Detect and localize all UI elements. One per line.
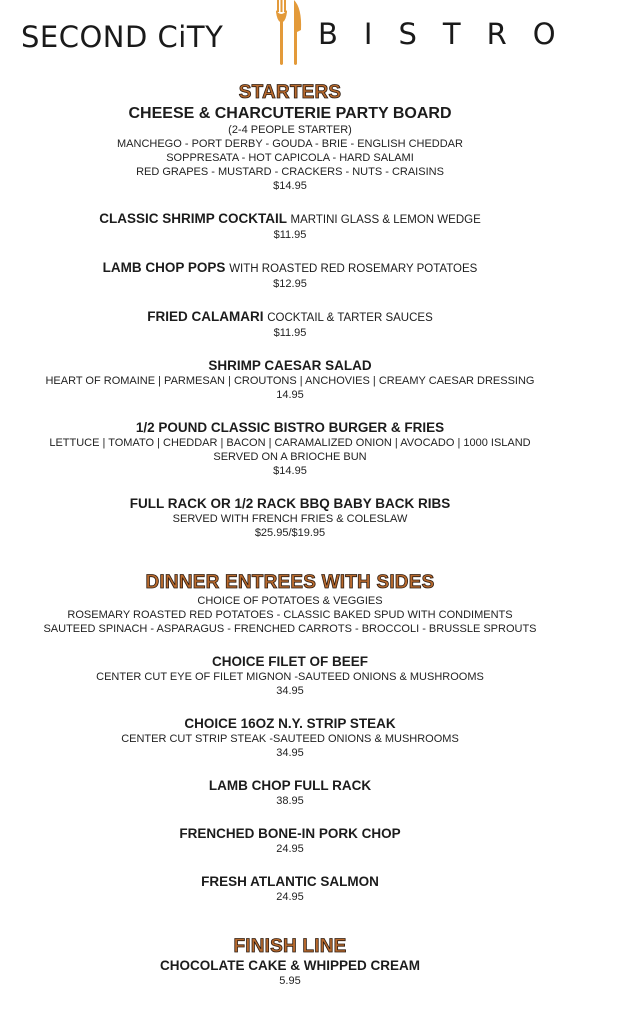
menu-body — [0, 82, 580, 988]
menu-item-charcuterie-board — [0, 104, 580, 193]
menu-item-lamb-chop-pops — [0, 260, 580, 291]
item-name: CHOICE 16OZ N.Y. STRIP STEAK — [184, 716, 396, 731]
item-name: CHOCOLATE CAKE & WHIPPED CREAM — [159, 958, 420, 973]
item-desc: HEART OF ROMAINE | PARMESAN | CROUTONS | ANCHOVIES | CREAMY CAESAR DRESSING — [45, 375, 535, 387]
item-name: LAMB CHOP POPS — [102, 260, 226, 275]
item-price: $12.95 — [273, 278, 307, 290]
item-name: CHOICE FILET OF BEEF — [211, 654, 368, 669]
item-desc: CENTER CUT STRIP STEAK -SAUTEED ONIONS & MUSHROOMS — [121, 733, 459, 745]
menu-item-filet-of-beef — [0, 654, 580, 698]
item-desc: SERVED WITH FRENCH FRIES & COLESLAW — [172, 513, 408, 525]
item-desc: MARTINI GLASS & LEMON WEDGE — [290, 214, 481, 226]
section-title-finish-line: FINISH LINE — [233, 936, 347, 957]
item-desc: COCKTAIL & TARTER SAUCES — [267, 312, 433, 324]
item-name: CLASSIC SHRIMP COCKTAIL — [99, 211, 287, 226]
item-price: 38.95 — [276, 795, 304, 807]
menu-item-shrimp-cocktail — [0, 211, 580, 242]
item-desc: WITH ROASTED RED ROSEMARY POTATOES — [229, 263, 478, 275]
menu-item-lamb-chop-full-rack — [0, 778, 580, 808]
menu-item-bbq-ribs — [0, 496, 580, 540]
item-price: $11.95 — [273, 229, 307, 241]
item-name: LAMB CHOP FULL RACK — [208, 778, 372, 793]
item-price: $14.95 — [273, 180, 307, 192]
sides-note: ROSEMARY ROASTED RED POTATOES - CLASSIC BAKED SPUD WITH CONDIMENTS — [67, 609, 513, 621]
sides-note: SAUTEED SPINACH - ASPARAGUS - FRENCHED CARROTS - BROCCOLI - BRUSSLE SPROUTS — [43, 623, 537, 635]
item-name: 1/2 POUND CLASSIC BISTRO BURGER & FRIES — [135, 420, 445, 435]
menu-item-chocolate-cake — [0, 958, 580, 988]
menu-item-strip-steak — [0, 716, 580, 760]
item-desc: SERVED ON A BRIOCHE BUN — [213, 451, 367, 463]
item-desc: (2-4 PEOPLE STARTER) — [228, 124, 352, 136]
item-desc: CENTER CUT EYE OF FILET MIGNON -SAUTEED ONIONS & MUSHROOMS — [96, 671, 484, 683]
item-name: CHEESE & CHARCUTERIE PARTY BOARD — [128, 105, 452, 122]
item-price: 5.95 — [279, 975, 301, 987]
section-title-starters: STARTERS — [238, 82, 342, 103]
item-price: $14.95 — [273, 465, 307, 477]
item-price: 24.95 — [276, 843, 304, 855]
item-desc: SOPPRESATA - HOT CAPICOLA - HARD SALAMI — [166, 152, 414, 164]
item-name: SHRIMP CAESAR SALAD — [208, 358, 372, 373]
section-title-entrees: DINNER ENTREES WITH SIDES — [145, 572, 435, 593]
brand-name-left: SECOND CiTY — [21, 20, 224, 54]
brand-name-right: BISTRO — [318, 17, 582, 51]
item-name: FRIED CALAMARI — [147, 309, 264, 324]
fork-knife-icon — [274, 0, 304, 66]
item-desc: RED GRAPES - MUSTARD - CRACKERS - NUTS - CRAISINS — [136, 166, 444, 178]
item-price: 34.95 — [276, 685, 304, 697]
sides-note: CHOICE OF POTATOES & VEGGIES — [197, 595, 383, 607]
menu-item-pork-chop — [0, 826, 580, 856]
item-price: $11.95 — [273, 327, 307, 339]
menu-item-atlantic-salmon — [0, 874, 580, 904]
item-price: 14.95 — [276, 389, 304, 401]
item-price: 24.95 — [276, 891, 304, 903]
menu-header — [0, 0, 620, 72]
menu-item-shrimp-caesar-salad — [0, 358, 580, 402]
item-name: FRENCHED BONE-IN PORK CHOP — [179, 826, 401, 841]
item-price: $25.95/$19.95 — [254, 527, 326, 539]
item-desc: LETTUCE | TOMATO | CHEDDAR | BACON | CARAMALIZED ONION | AVOCADO | 1000 ISLAND — [49, 437, 531, 449]
item-desc: MANCHEGO - PORT DERBY - GOUDA - BRIE - ENGLISH CHEDDAR — [117, 138, 463, 150]
menu-item-fried-calamari — [0, 309, 580, 340]
item-name: FULL RACK OR 1/2 RACK BBQ BABY BACK RIBS — [129, 496, 451, 511]
item-name: FRESH ATLANTIC SALMON — [201, 874, 379, 889]
menu-item-bistro-burger — [0, 420, 580, 478]
item-price: 34.95 — [276, 747, 304, 759]
